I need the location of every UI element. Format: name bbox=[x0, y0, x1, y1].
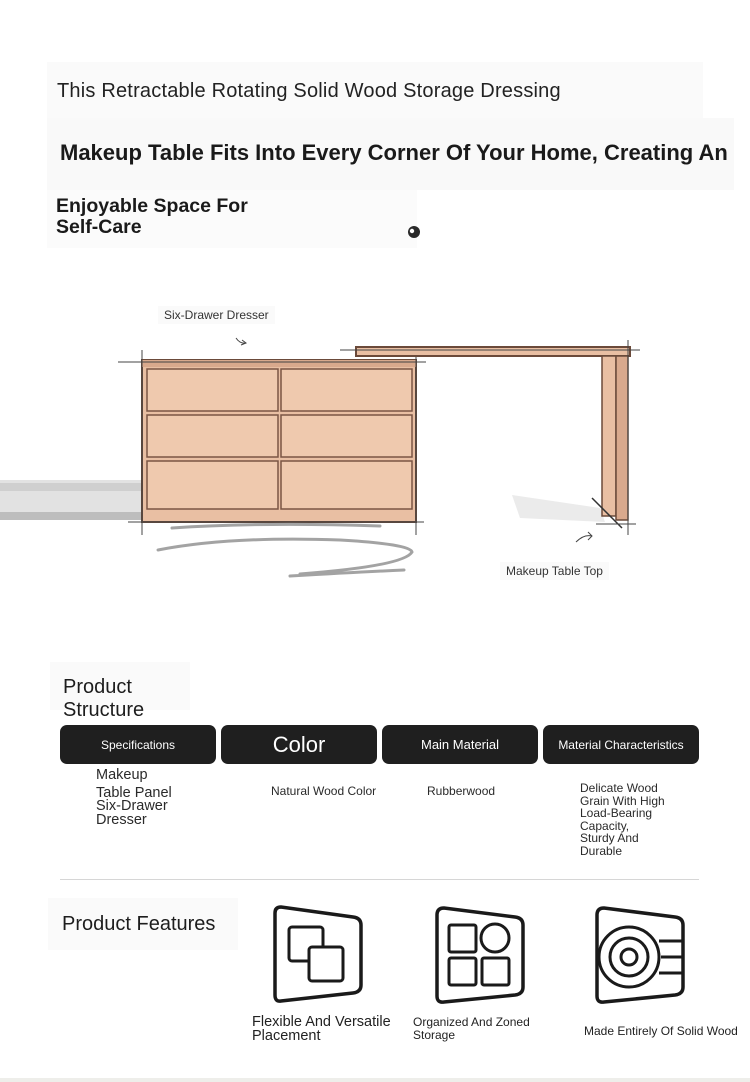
headline-line-3b-text: Self-Care bbox=[56, 216, 142, 238]
spec-value-material-characteristics bbox=[580, 782, 680, 858]
spec-value-line: Delicate Wood bbox=[580, 781, 658, 795]
headline-line-1-text: This Retractable Rotating Solid Wood Storage Dressing bbox=[57, 80, 561, 102]
feature-label-flexible-placement bbox=[252, 1016, 412, 1043]
feature-label-zoned-storage bbox=[413, 1016, 553, 1041]
spec-value-color bbox=[271, 784, 376, 798]
spec-value-line: Load-Bearing bbox=[580, 806, 653, 821]
six-drawer-dresser bbox=[118, 350, 426, 535]
spec-header-material-characteristics: Material Characteristics bbox=[543, 725, 699, 764]
spec-header-color: Color bbox=[221, 725, 377, 764]
feature-label-line: Placement bbox=[252, 1027, 321, 1044]
headline-line-2-text: Makeup Table Fits Into Every Corner Of Your Home, Creating An bbox=[60, 140, 728, 165]
bottom-strip bbox=[0, 1078, 750, 1082]
floor-shadow-left bbox=[0, 480, 142, 520]
rotation-swoosh bbox=[158, 524, 412, 576]
callout-makeup-table-top: Makeup Table Top bbox=[500, 562, 609, 580]
spec-header-specifications: Specifications bbox=[60, 725, 216, 764]
headline-line-3a-text: Enjoyable Space For bbox=[56, 195, 248, 217]
spec-value-line: Six-Drawer bbox=[96, 798, 168, 814]
feature-label-line: Organized And Zoned bbox=[413, 1015, 530, 1029]
headline-line-3 bbox=[47, 190, 417, 248]
spec-value-line: Makeup bbox=[96, 767, 148, 783]
dresser-table-illustration bbox=[0, 290, 750, 600]
product-structure-title bbox=[50, 662, 190, 721]
overlapping-squares-icon bbox=[267, 905, 367, 1005]
product-features-title bbox=[48, 898, 238, 950]
spec-value-line: Capacity, bbox=[580, 818, 630, 833]
grid-shapes-icon bbox=[429, 905, 529, 1005]
spec-value-specifications bbox=[96, 769, 196, 827]
spec-value-main-material bbox=[427, 784, 495, 798]
decorative-dot-icon bbox=[406, 224, 422, 240]
feature-label-solid-wood bbox=[584, 1024, 738, 1038]
spec-value-line: Table Panel bbox=[96, 784, 172, 801]
headline-line-1 bbox=[47, 62, 703, 118]
feature-label-line: Flexible And Versatile bbox=[252, 1014, 391, 1030]
spec-value-line: Natural Wood Color bbox=[271, 784, 377, 798]
spec-header-main-material: Main Material bbox=[382, 725, 538, 764]
headline-line-2 bbox=[47, 118, 734, 190]
spec-value-line: Dresser bbox=[96, 811, 147, 828]
spec-value-line: Rubberwood bbox=[427, 784, 496, 798]
spec-value-line: Durable bbox=[580, 843, 623, 858]
wood-log-icon bbox=[589, 905, 689, 1005]
callout-six-drawer-dresser: Six-Drawer Dresser bbox=[158, 306, 275, 324]
section-divider bbox=[60, 879, 699, 880]
floor-shadow-right bbox=[512, 495, 605, 522]
product-features-title-text: Product Features bbox=[62, 913, 216, 935]
spec-value-line: Sturdy And bbox=[580, 831, 639, 846]
feature-label-line: Storage bbox=[413, 1027, 456, 1042]
feature-label-line: Made Entirely Of Solid Wood bbox=[584, 1024, 738, 1038]
spec-value-line: Grain With High bbox=[580, 793, 665, 808]
product-structure-title-text: Product Structure bbox=[63, 676, 145, 721]
